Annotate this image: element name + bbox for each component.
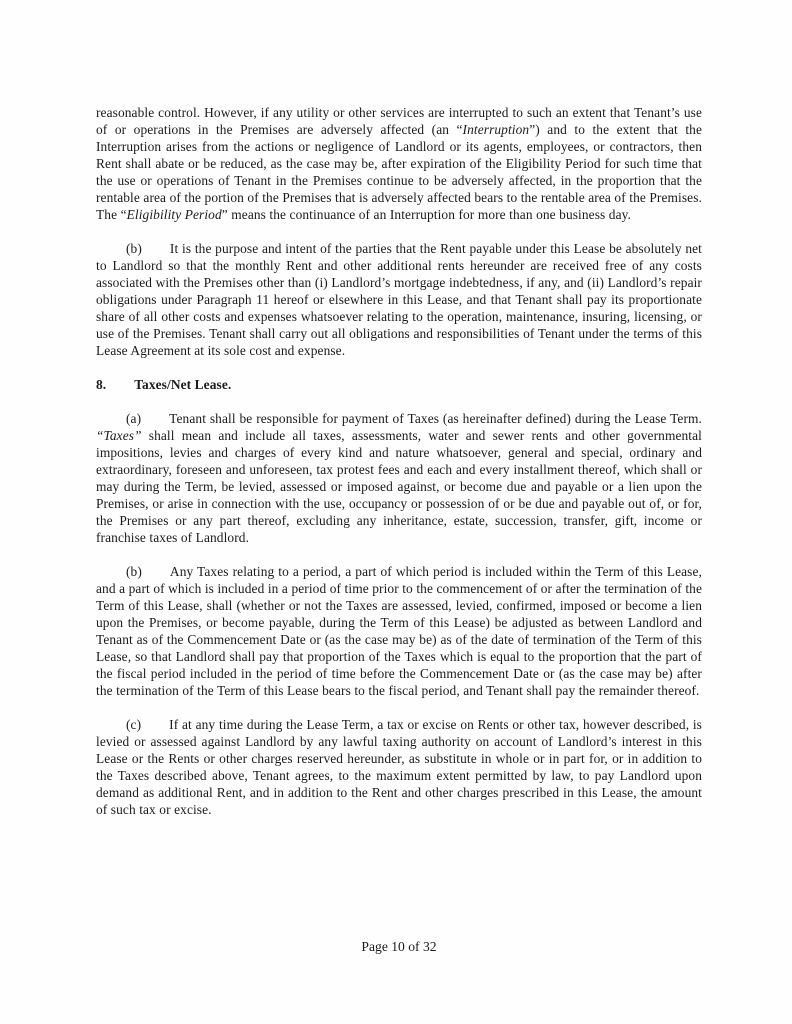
- text-run: Taxes/Net Lease.: [134, 377, 232, 392]
- text-run: Tenant shall be responsible for payment of Taxes (as hereinafter defined) during the Lease Term.: [169, 411, 702, 426]
- paragraph-continuation: [96, 104, 702, 223]
- heading-section-8: [96, 376, 702, 393]
- text-run: (c): [126, 717, 142, 732]
- text-run: (b): [126, 564, 142, 579]
- paragraph-8c-excise: [96, 716, 702, 818]
- paragraph-8a-taxes: [96, 410, 702, 546]
- text-run: 8.: [96, 377, 107, 392]
- text-run: ”) and to the extent that the Interruption arises from the actions or negligence of Landlord or its agents, employees, or contractors, then Rent shall abate or be reduced, as the case may be, after expiration of the Eligibility Period for such time that the use or operations of Tenant in the Premises continue to be adversely affected, in the proportion that the rentable area of the portion of the Premises that is adversely affected bears to the rentable area of the Premises. The “: [96, 122, 702, 222]
- text-run: ” means the continuance of an Interruption for more than one business day.: [221, 207, 632, 222]
- document-body: [96, 104, 702, 835]
- text-run: shall mean and include all taxes, assessments, water and sewer rents and other governmental impositions, levies and charges of every kind and nature whatsoever, general and special, ordinary and extraordinary, foreseen and unforeseen, tax protest fees and each and every installment thereof, which shall or may during the Term, be levied, assessed or imposed against, or become due and payable or a lien upon the Premises, or arise in connection with the use, occupancy or possession of or be due and payable out of, or for, the Premises or any part thereof, excluding any inheritance, estate, succession, transfer, gift, income or franchise taxes of Landlord.: [96, 428, 702, 545]
- text-run: Eligibility Period: [126, 207, 222, 222]
- text-run: reasonable control. However, if any utility or other services are interrupted to such an extent that Tenant’s use of or operations in the Premises are adversely affected (an “: [96, 105, 702, 137]
- text-run: Interruption: [462, 122, 530, 137]
- text-run: “Taxes”: [96, 428, 142, 443]
- paragraph-8b-proration: [96, 563, 702, 699]
- text-run: It is the purpose and intent of the parties that the Rent payable under this Lease be absolutely net to Landlord so that the monthly Rent and other additional rents hereunder are received free of any costs associated with the Premises other than (i) Landlord’s mortgage indebtedness, if any, and (ii) Landlord’s repair obligations under Paragraph 11 hereof or elsewhere in this Lease, and that Tenant shall pay its proportionate share of all other costs and expenses whatsoever relating to the operation, maintenance, insuring, licensing, or use of the Premises. Tenant shall carry out all obligations and responsibilities of Tenant under the terms of this Lease Agreement at its sole cost and expense.: [96, 241, 702, 358]
- text-run: If at any time during the Lease Term, a tax or excise on Rents or other tax, however described, is levied or assessed against Landlord by any lawful taxing authority on account of Landlord’s interest in this Lease or the Rents or other charges reserved hereunder, as substitute in whole or in part for, or in addition to the Taxes described above, Tenant agrees, to the maximum extent permitted by law, to pay Landlord upon demand as additional Rent, and in addition to the Rent and other charges prescribed in this Lease, the amount of such tax or excise.: [96, 717, 702, 817]
- paragraph-7b-net-lease: [96, 240, 702, 359]
- text-run: Any Taxes relating to a period, a part of which period is included within the Term of this Lease, and a part of which is included in a period of time prior to the commencement of or after the termination of the Term of this Lease, shall (whether or not the Taxes are assessed, levied, confirmed, imposed or become a lien upon the Premises, or become payable, during the Term of this Lease) be adjusted as between Landlord and Tenant as of the Commencement Date or (as the case may be) as of the date of termination of the Term of this Lease, so that Landlord shall pay that proportion of the Taxes which is equal to the proportion that the part of the fiscal period included in the period of time before the Commencement Date or (as the case may be) after the termination of the Term of this Lease bears to the fiscal period, and Tenant shall pay the remainder thereof.: [96, 564, 702, 698]
- text-run: (b): [126, 241, 142, 256]
- page-number-footer: Page 10 of 32: [361, 939, 437, 954]
- text-run: (a): [126, 411, 142, 426]
